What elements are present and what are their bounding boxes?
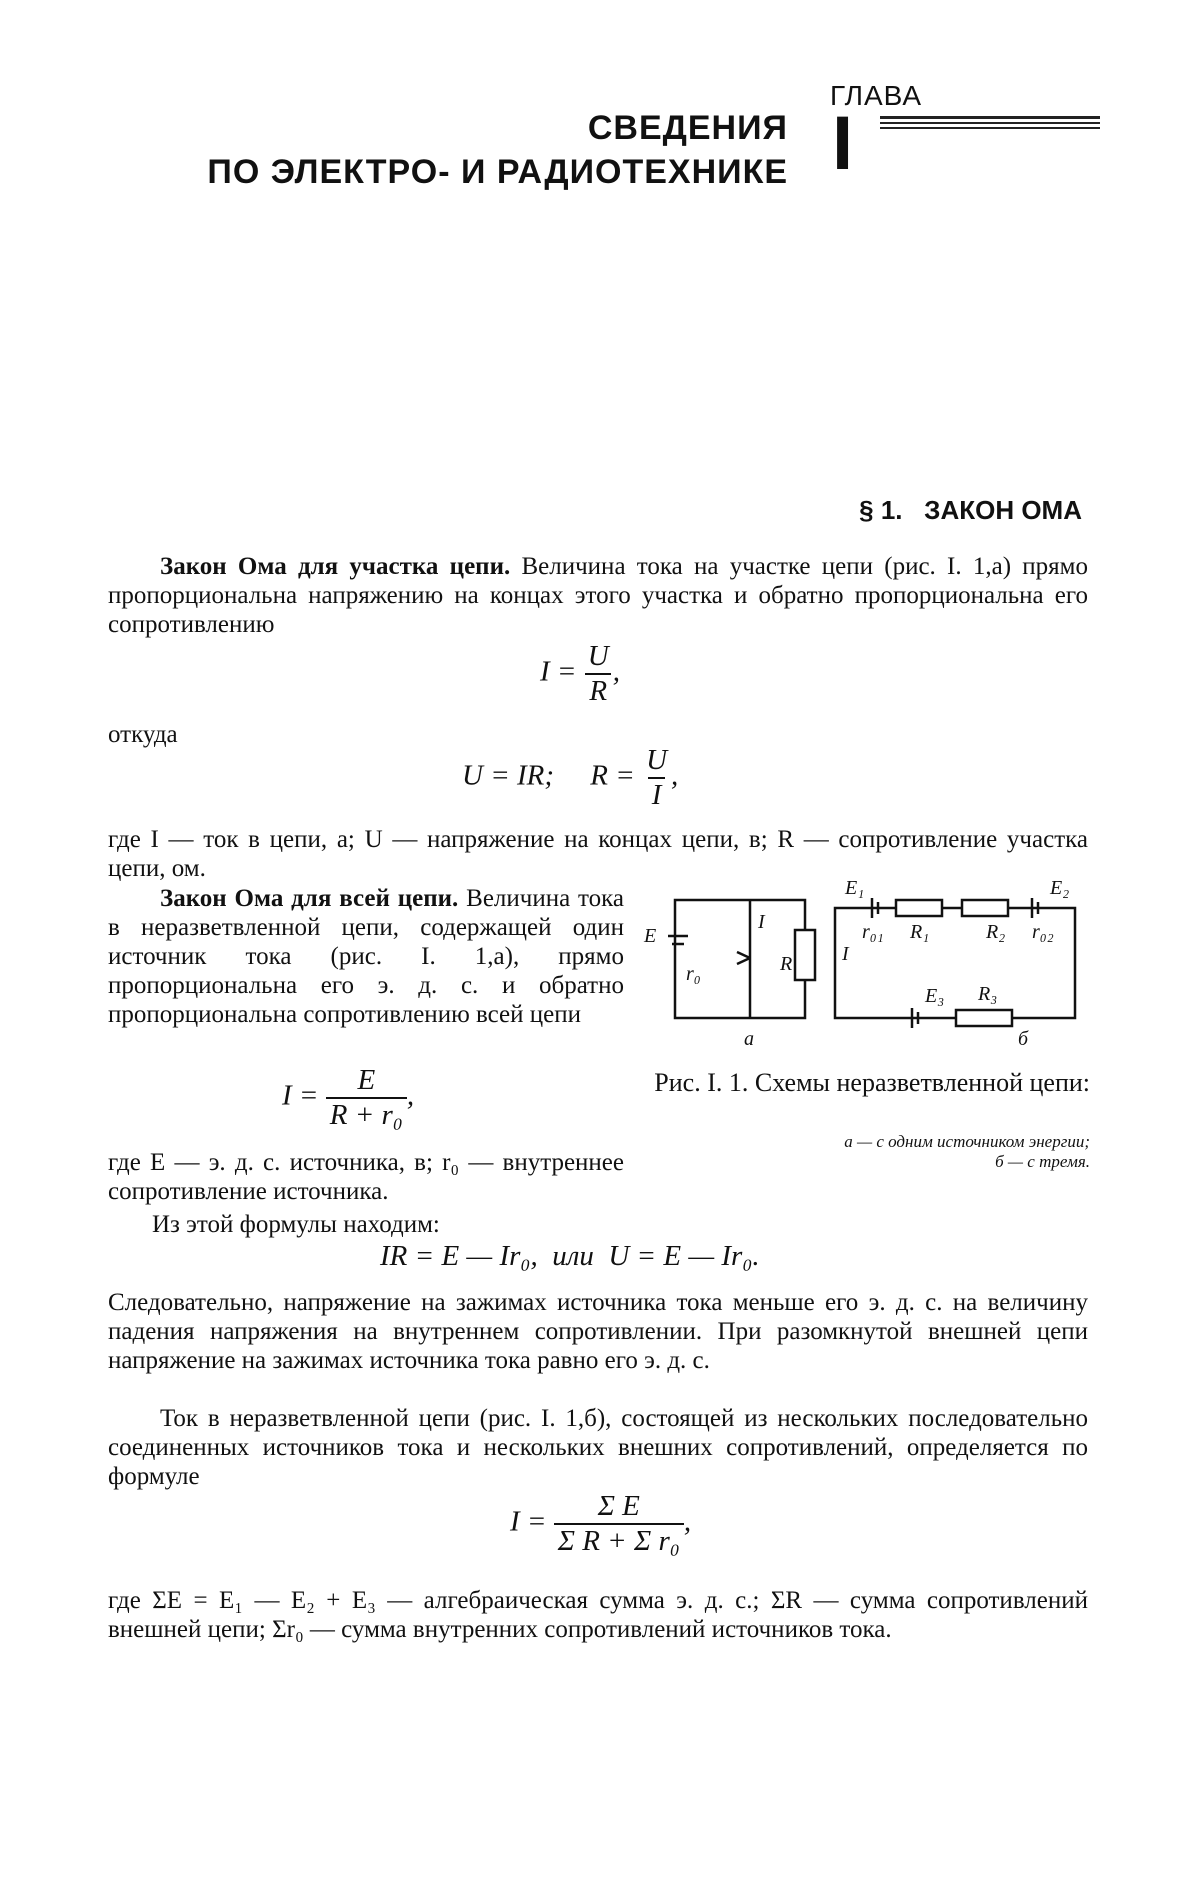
formula-numerator: U — [587, 640, 609, 672]
paragraph-body: Величина тока в неразветвленной цепи, содержащей один источник тока (рис. I. 1,а), прямо пропорциональна его э. д. с. и обратно пропорциональна сопротивлению всей цепи — [108, 885, 625, 1028]
label-r01: r₀₁ — [862, 921, 884, 943]
paragraph-multi-source: Ток в неразветвленной цепи (рис. I. 1,б), состоящей из нескольких последовательно соединенных источников тока и нескольких внешних сопротивлений, определяется по формуле — [108, 1405, 1088, 1490]
label-b: б — [1018, 1028, 1029, 1050]
formula-u-ir: U = IR; — [462, 759, 555, 792]
formula-denominator: R — [585, 673, 611, 708]
label-E3: E₃ — [925, 985, 945, 1007]
formula-numerator: E — [357, 1064, 376, 1096]
paragraph-lead: Закон Ома для всей цепи. — [160, 885, 459, 912]
label-a: а — [744, 1028, 754, 1050]
label-E2: E₂ — [1050, 877, 1070, 899]
label-I-b: I — [842, 943, 849, 965]
label-R2: R₂ — [986, 921, 1006, 943]
chapter-title-line2: ПО ЭЛЕКТРО- И РАДИОТЕХНИКЕ — [207, 153, 788, 191]
formula-voltage: IR = E — Ir₀, или U = E — Ir₀. — [380, 1240, 760, 1272]
label-r0: r₀ — [686, 963, 701, 985]
label-I-a: I — [758, 911, 765, 933]
paragraph-ohm-segment — [108, 552, 1088, 639]
formula-fraction — [642, 744, 671, 812]
current-arrow-head — [737, 958, 750, 964]
formula-numerator: U — [646, 744, 668, 776]
formula-denominator: I — [648, 777, 666, 812]
formula-fraction — [326, 1064, 407, 1132]
paragraph-body: Величина тока на участке цепи (рис. I. 1,а) прямо пропорциональна напряжению на концах этого участка и обратно пропорциональна его сопротивлению — [108, 553, 1088, 638]
figure-caption: Рис. I. 1. Схемы неразветвленной цепи: — [654, 1068, 1090, 1097]
resistor-R1 — [896, 900, 942, 916]
formula-numerator: Σ E — [597, 1490, 640, 1522]
paragraph-ohm-full — [108, 884, 624, 1029]
formula-denominator: R + r₀ — [326, 1097, 407, 1132]
figure-caption-a: а — с одним источником энергии; — [844, 1132, 1090, 1151]
formula-lhs: I = — [540, 655, 577, 688]
formula-tail: , — [683, 1505, 692, 1538]
formula-fraction — [584, 640, 613, 708]
chapter-rule — [880, 116, 1100, 132]
formula-denominator: Σ R + Σ r₀ — [554, 1523, 684, 1558]
formula-lhs: I = — [510, 1505, 547, 1538]
paragraph-definitions: где I — ток в цепи, а; U — напряжение на концах цепи, в; R — сопротивление участка цепи, ом. — [108, 826, 1088, 882]
chapter-title-line1: СВЕДЕНИЯ — [587, 109, 788, 147]
formula-ohm-full — [282, 1064, 414, 1132]
formula-tail: , — [612, 655, 620, 688]
resistor-R2 — [962, 900, 1008, 916]
formula-tail: , — [671, 759, 679, 792]
resistor-R — [795, 930, 815, 980]
formula-fraction — [554, 1490, 684, 1558]
formula-lhs: I = — [282, 1079, 319, 1112]
formula-multi-source — [510, 1490, 691, 1558]
text-otkuda: откуда — [108, 721, 178, 748]
chapter-number: I — [832, 101, 854, 186]
label-R3: R₃ — [978, 983, 998, 1005]
chapter-label: ГЛАВА — [830, 80, 923, 111]
paragraph-emf-definition: где E — э. д. с. источника, в; r₀ — внутреннее сопротивление источника. — [108, 1149, 624, 1205]
label-E: E — [644, 925, 657, 947]
formula-lhs: R = — [590, 759, 635, 792]
label-R: R — [780, 953, 793, 975]
formula-derived — [462, 744, 678, 812]
paragraph-conclusion: Следовательно, напряжение на зажимах источника тока меньше его э. д. с. на величину падения напряжения на внутреннем сопротивлении. При разомкнутой внешней цепи напряжение на зажимах источника тока равно его э. д. с. — [108, 1289, 1088, 1374]
circuit-figure — [640, 870, 1100, 1050]
section-heading: § 1. ЗАКОН ОМА — [859, 495, 1082, 525]
paragraph-lead: Закон Ома для участка цепи. — [160, 553, 511, 580]
label-R1: R₁ — [910, 921, 930, 943]
resistor-R3 — [956, 1010, 1012, 1026]
paragraph-from-formula: Из этой формулы находим: — [152, 1211, 440, 1238]
figure-caption-b: б — с тремя. — [995, 1152, 1090, 1171]
current-arrow — [737, 952, 750, 958]
label-E1: E₁ — [845, 877, 865, 899]
label-r02: r₀₂ — [1032, 921, 1054, 943]
formula-ohm-segment — [540, 640, 620, 708]
paragraph-sums: где ΣE = E₁ — E₂ + E₃ — алгебраическая сумма э. д. с.; ΣR — сумма сопротивлений внешней цепи; Σr₀ — сумма внутренних сопротивлений источников тока. — [108, 1587, 1088, 1643]
formula-tail: , — [406, 1079, 415, 1112]
